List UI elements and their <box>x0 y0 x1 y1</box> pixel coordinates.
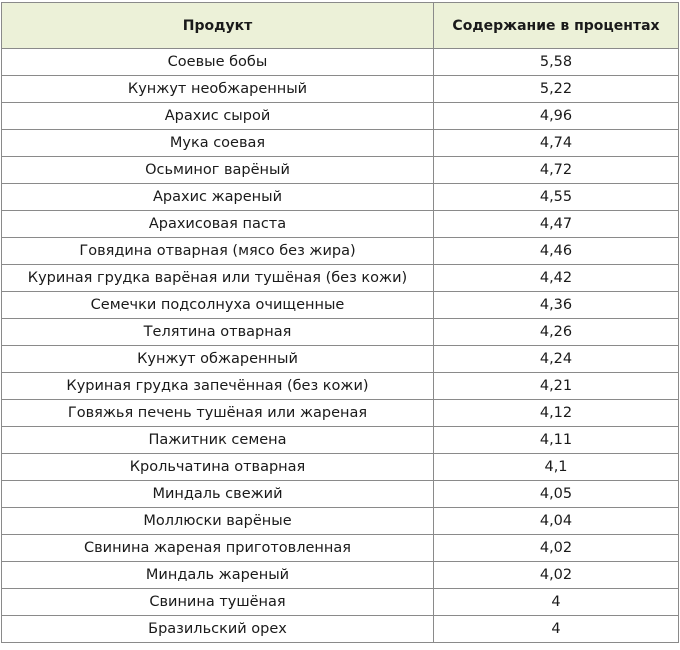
product-cell: Семечки подсолнуха очищенные <box>2 292 434 319</box>
product-cell: Пажитник семена <box>2 427 434 454</box>
product-cell: Миндаль свежий <box>2 481 434 508</box>
percent-cell: 4,12 <box>434 400 679 427</box>
product-cell: Куриная грудка варёная или тушёная (без кожи) <box>2 265 434 292</box>
table-row <box>2 130 679 157</box>
product-cell: Куриная грудка запечённая (без кожи) <box>2 373 434 400</box>
table-row <box>2 76 679 103</box>
column-header-product: Продукт <box>2 3 434 49</box>
table-row <box>2 589 679 616</box>
percent-cell: 4,04 <box>434 508 679 535</box>
table-row <box>2 49 679 76</box>
table-row <box>2 292 679 319</box>
percent-cell: 4,1 <box>434 454 679 481</box>
product-cell: Свинина жареная приготовленная <box>2 535 434 562</box>
table-row <box>2 238 679 265</box>
product-cell: Мука соевая <box>2 130 434 157</box>
percent-cell: 4,36 <box>434 292 679 319</box>
table-row <box>2 427 679 454</box>
table-body <box>2 49 679 643</box>
product-cell: Миндаль жареный <box>2 562 434 589</box>
product-cell: Свинина тушёная <box>2 589 434 616</box>
table-row <box>2 184 679 211</box>
percent-cell: 4,72 <box>434 157 679 184</box>
table-row <box>2 103 679 130</box>
percent-cell: 4,05 <box>434 481 679 508</box>
percent-cell: 4,02 <box>434 535 679 562</box>
table-row <box>2 211 679 238</box>
table-row <box>2 454 679 481</box>
table-row <box>2 508 679 535</box>
percent-cell: 4,47 <box>434 211 679 238</box>
table-row <box>2 265 679 292</box>
product-cell: Арахис сырой <box>2 103 434 130</box>
product-cell: Телятина отварная <box>2 319 434 346</box>
table-header <box>2 3 679 49</box>
data-table <box>1 2 679 643</box>
product-cell: Арахис жареный <box>2 184 434 211</box>
product-cell: Осьминог варёный <box>2 157 434 184</box>
percent-cell: 5,58 <box>434 49 679 76</box>
percent-cell: 4,24 <box>434 346 679 373</box>
percent-cell: 4,42 <box>434 265 679 292</box>
percent-cell: 4,46 <box>434 238 679 265</box>
product-cell: Говяжья печень тушёная или жареная <box>2 400 434 427</box>
table-row <box>2 346 679 373</box>
table-row <box>2 535 679 562</box>
percent-cell: 4,55 <box>434 184 679 211</box>
table-row <box>2 400 679 427</box>
percent-cell: 4,02 <box>434 562 679 589</box>
table-row <box>2 157 679 184</box>
product-cell: Говядина отварная (мясо без жира) <box>2 238 434 265</box>
percent-cell: 4,74 <box>434 130 679 157</box>
product-cell: Соевые бобы <box>2 49 434 76</box>
percent-cell: 5,22 <box>434 76 679 103</box>
table-row <box>2 481 679 508</box>
header-row <box>2 3 679 49</box>
table-row <box>2 319 679 346</box>
product-cell: Арахисовая паста <box>2 211 434 238</box>
table-row <box>2 616 679 643</box>
percent-cell: 4 <box>434 589 679 616</box>
product-cell: Кунжут необжаренный <box>2 76 434 103</box>
percent-cell: 4,11 <box>434 427 679 454</box>
product-cell: Кунжут обжаренный <box>2 346 434 373</box>
product-cell: Моллюски варёные <box>2 508 434 535</box>
percent-cell: 4,96 <box>434 103 679 130</box>
percent-cell: 4,21 <box>434 373 679 400</box>
percent-cell: 4 <box>434 616 679 643</box>
product-cell: Бразильский орех <box>2 616 434 643</box>
percent-cell: 4,26 <box>434 319 679 346</box>
table-row <box>2 562 679 589</box>
product-cell: Крольчатина отварная <box>2 454 434 481</box>
column-header-percent: Содержание в процентах <box>434 3 679 49</box>
table-row <box>2 373 679 400</box>
